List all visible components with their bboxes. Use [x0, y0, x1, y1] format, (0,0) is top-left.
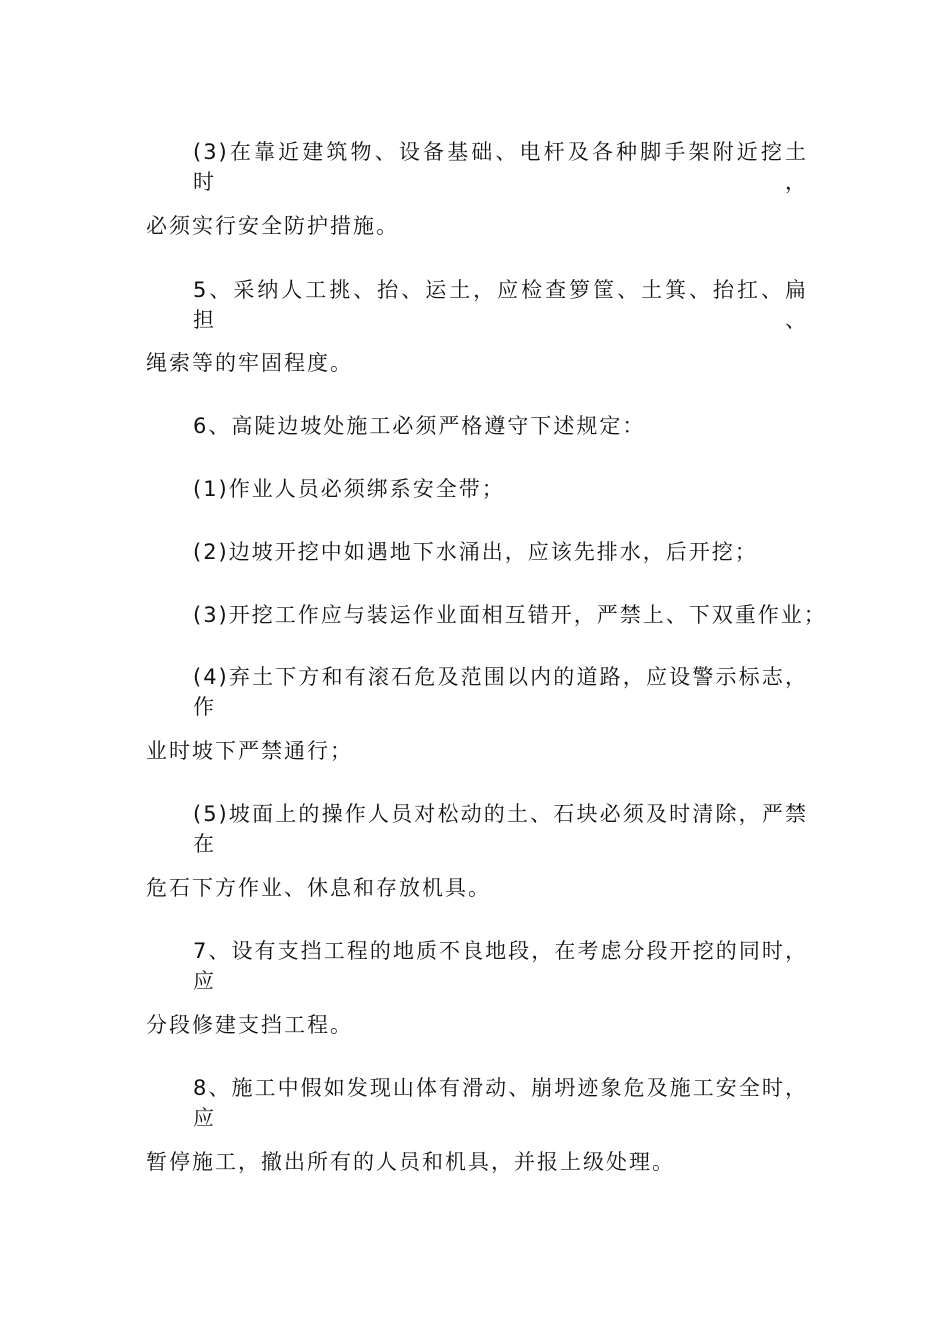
text-line: 危石下方作业、休息和存放机具。	[146, 876, 491, 900]
text-line: (3)开挖工作应与装运作业面相互错开，严禁上、下双重作业；	[193, 603, 827, 627]
text-line: 分段修建支挡工程。	[146, 1013, 353, 1037]
text-line: 暂停施工，撤出所有的人员和机具，并报上级处理。	[146, 1150, 675, 1174]
text-line: 6、高陡边坡处施工必须严格遵守下述规定：	[193, 414, 646, 438]
text-line: (2)边坡开挖中如遇地下水涌出，应该先排水，后开挖；	[193, 540, 758, 564]
text-line: 业时坡下严禁通行；	[146, 739, 353, 763]
text-line: 7、设有支挡工程的地质不良地段，在考虑分段开挖的同时，应	[193, 939, 808, 993]
text-line: 5、采纳人工挑、抬、运土，应检查箩筐、土箕、抬扛、扁担、	[193, 278, 808, 332]
text-line: 绳索等的牢固程度。	[146, 351, 353, 375]
text-line: (5)坡面上的操作人员对松动的土、石块必须及时清除，严禁在	[193, 802, 808, 856]
text-line: (4)弃土下方和有滚石危及范围以内的道路，应设警示标志，作	[193, 665, 808, 719]
text-line: (3)在靠近建筑物、设备基础、电杆及各种脚手架附近挖土时，	[193, 140, 808, 194]
text-line: (1)作业人员必须绑系安全带；	[193, 477, 505, 501]
text-line: 必须实行安全防护措施。	[146, 214, 399, 238]
text-line: 8、施工中假如发现山体有滑动、崩坍迹象危及施工安全时，应	[193, 1076, 808, 1130]
